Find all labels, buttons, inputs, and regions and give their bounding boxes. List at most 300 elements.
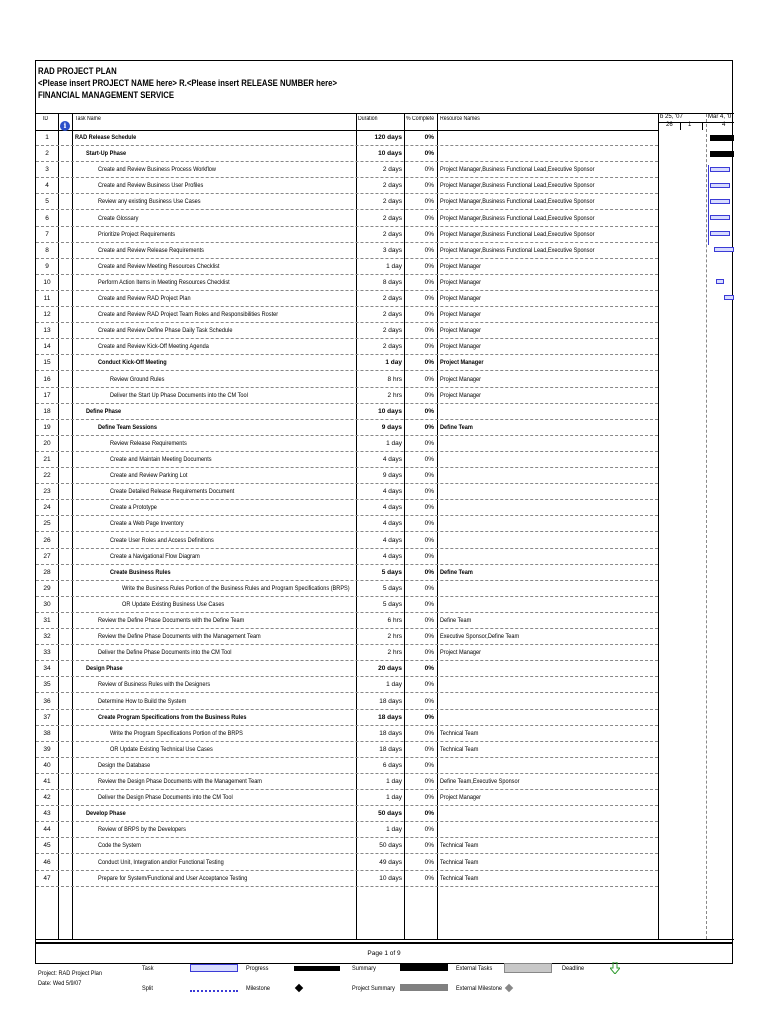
task-id: 34 <box>43 665 51 673</box>
table-row[interactable] <box>36 323 658 339</box>
task-id: 13 <box>43 327 51 335</box>
task-id: 41 <box>43 778 51 785</box>
task-duration: 1 day <box>385 359 402 367</box>
task-id: 18 <box>43 407 51 415</box>
task-resources: Technical Team <box>440 858 479 866</box>
table-row[interactable] <box>36 597 658 613</box>
timescale-week-1: b 25, '07 <box>660 114 683 120</box>
task-name: Perform Action Items in Meeting Resources Checklist <box>98 278 230 286</box>
task-name: Create a Navigational Flow Diagram <box>110 552 200 560</box>
table-row[interactable] <box>36 661 658 677</box>
task-name: RAD Release Schedule <box>75 134 137 141</box>
task-duration: 49 days <box>379 858 402 866</box>
task-id: 20 <box>43 439 51 447</box>
task-duration: 4 days <box>382 536 402 544</box>
task-duration: 1 day <box>386 826 402 834</box>
task-id: 7 <box>45 230 49 238</box>
table-row[interactable] <box>36 404 658 420</box>
legend-project-summary-label: Project Summary <box>352 985 395 992</box>
task-duration: 4 days <box>382 520 402 528</box>
task-pct-complete: 0% <box>424 472 434 480</box>
task-duration: 4 days <box>382 488 402 496</box>
task-bar <box>714 247 734 252</box>
task-duration: 1 day <box>386 439 402 447</box>
task-name: Review the Define Phase Documents with the Management Team <box>98 633 261 641</box>
table-row[interactable] <box>36 452 658 468</box>
task-name: Create Program Specifications from the Business Rules <box>98 713 247 721</box>
table-row[interactable] <box>36 855 658 871</box>
task-resources: Define Team <box>440 423 473 431</box>
table-row[interactable] <box>36 130 658 146</box>
task-resources: Project Manager <box>440 391 482 399</box>
legend-task-swatch <box>190 964 238 972</box>
task-pct-complete: 0% <box>424 375 434 383</box>
task-duration: 18 days <box>378 713 402 721</box>
table-row[interactable] <box>36 565 658 581</box>
task-name: Create a Web Page Inventory <box>110 520 184 528</box>
task-pct-complete: 0% <box>424 456 434 463</box>
task-name: Create and Review Business User Profiles <box>98 182 204 190</box>
task-bar <box>710 199 730 204</box>
table-row[interactable] <box>36 645 658 661</box>
task-resources: Project Manager <box>440 295 482 302</box>
task-name: Design the Database <box>98 761 151 769</box>
header-project-name: <Please insert PROJECT NAME here> R.<Please insert RELEASE NUMBER here> <box>38 78 337 88</box>
task-pct-complete: 0% <box>424 407 434 415</box>
task-duration: 18 days <box>379 729 402 737</box>
legend-milestone-swatch <box>295 984 303 992</box>
timescale-day: 26 <box>666 122 673 128</box>
task-duration: 1 day <box>386 794 402 802</box>
legend-project: Project: RAD Project Plan <box>38 970 103 977</box>
legend-task-label: Task <box>142 965 154 972</box>
task-name: Prepare for System/Functional and User Acceptance Testing <box>98 874 248 882</box>
task-duration: 18 days <box>379 697 402 705</box>
task-duration: 4 days <box>382 456 402 463</box>
task-name: Create a Prototype <box>110 504 157 512</box>
task-pct-complete: 0% <box>424 568 434 576</box>
legend-summary-label: Summary <box>352 965 376 972</box>
task-pct-complete: 0% <box>424 584 434 592</box>
task-pct-complete: 0% <box>424 295 434 302</box>
table-row[interactable] <box>36 613 658 629</box>
task-duration: 2 hrs <box>387 391 402 399</box>
task-resources: Project Manager,Business Functional Lead,Executive Sponsor <box>440 182 595 190</box>
table-row[interactable] <box>36 533 658 549</box>
task-name: Determine How to Build the System <box>98 697 187 705</box>
table-row[interactable] <box>36 243 658 259</box>
table-row[interactable] <box>36 677 658 693</box>
task-id: 43 <box>43 810 51 818</box>
task-name: Review of BRPS by the Developers <box>98 826 186 834</box>
task-duration: 6 hrs <box>387 617 402 624</box>
header-title: RAD PROJECT PLAN <box>38 66 117 76</box>
table-row[interactable] <box>36 838 658 854</box>
task-duration: 2 days <box>382 214 402 222</box>
legend-milestone-label: Milestone <box>246 985 270 992</box>
legend-progress-swatch <box>294 966 340 971</box>
task-name: Review any existing Business Use Cases <box>98 198 201 206</box>
task-id: 2 <box>45 150 49 158</box>
table-row[interactable] <box>36 822 658 838</box>
task-pct-complete: 0% <box>424 214 434 222</box>
task-pct-complete: 0% <box>424 504 434 512</box>
task-resources: Technical Team <box>440 729 479 737</box>
task-duration: 9 days <box>381 423 402 431</box>
task-id: 14 <box>43 343 51 351</box>
task-name: Create and Review RAD Project Plan <box>98 295 191 302</box>
task-pct-complete: 0% <box>424 600 434 608</box>
task-id: 32 <box>43 633 51 641</box>
task-pct-complete: 0% <box>424 552 434 560</box>
task-duration: 4 days <box>382 504 402 512</box>
table-row[interactable] <box>36 307 658 323</box>
task-name: Review the Define Phase Documents with the Define Team <box>98 617 245 624</box>
task-pct-complete: 0% <box>424 826 434 834</box>
task-id: 45 <box>43 842 51 850</box>
task-bar <box>710 215 730 220</box>
table-row[interactable] <box>36 710 658 726</box>
task-id: 5 <box>45 198 49 206</box>
timescale-day: 4 <box>722 122 726 128</box>
table-row[interactable] <box>36 694 658 710</box>
task-duration: 2 days <box>382 343 402 351</box>
legend-split-label: Split <box>142 985 153 992</box>
task-name: Review of Business Rules with the Designers <box>98 681 211 689</box>
task-pct-complete: 0% <box>424 278 434 286</box>
task-id: 6 <box>45 214 49 222</box>
task-duration: 50 days <box>379 842 402 850</box>
task-duration: 10 days <box>379 874 402 882</box>
task-id: 42 <box>43 794 51 802</box>
task-bar <box>716 279 724 284</box>
task-duration: 6 days <box>382 761 402 769</box>
task-pct-complete: 0% <box>424 745 434 753</box>
timescale-week-2: Mar 4, '0 <box>708 114 732 120</box>
task-bar <box>710 167 730 172</box>
col-header-pct-complete: % Complete <box>406 116 435 122</box>
task-pct-complete: 0% <box>424 423 434 431</box>
task-resources: Project Manager <box>440 375 482 383</box>
summary-bar <box>710 135 734 141</box>
task-pct-complete: 0% <box>424 134 434 141</box>
task-resources: Project Manager <box>440 262 482 270</box>
task-id: 3 <box>45 166 49 174</box>
task-name: Create and Review RAD Project Team Roles and Responsibilities Roster <box>98 311 279 319</box>
task-resources: Define Team,Executive Sponsor <box>440 778 520 785</box>
task-duration: 20 days <box>378 665 402 673</box>
summary-bar <box>710 151 734 157</box>
task-id: 19 <box>43 423 51 431</box>
task-pct-complete: 0% <box>424 633 434 641</box>
task-duration: 2 days <box>382 198 402 206</box>
table-row[interactable] <box>36 291 658 307</box>
timescale-header <box>658 114 734 130</box>
task-id: 26 <box>43 536 51 544</box>
task-id: 30 <box>43 600 51 608</box>
task-resources: Define Team <box>440 568 473 576</box>
task-name: Deliver the Define Phase Documents into the CM Tool <box>98 649 232 657</box>
table-row[interactable] <box>36 388 658 404</box>
task-name: Prioritize Project Requirements <box>98 230 176 238</box>
task-name: Conduct Unit, Integration and/or Functional Testing <box>98 858 224 866</box>
task-id: 8 <box>45 246 49 254</box>
task-duration: 2 days <box>382 166 402 174</box>
timescale-day: 1 <box>688 122 692 128</box>
task-pct-complete: 0% <box>424 520 434 528</box>
task-pct-complete: 0% <box>424 391 434 399</box>
task-resources: Executive Sponsor,Define Team <box>440 633 520 641</box>
task-pct-complete: 0% <box>424 665 434 673</box>
task-resources: Project Manager <box>440 311 482 319</box>
table-row[interactable] <box>36 468 658 484</box>
table-row[interactable] <box>36 871 658 887</box>
task-name: Develop Phase <box>86 810 126 818</box>
task-name: Write the Program Specifications Portion of the BRPS <box>110 729 243 737</box>
header-service: FINANCIAL MANAGEMENT SERVICE <box>38 90 175 100</box>
table-row[interactable] <box>36 790 658 806</box>
table-row[interactable] <box>36 339 658 355</box>
table-row[interactable] <box>36 194 658 210</box>
task-resources: Technical Team <box>440 745 479 753</box>
dependency-line <box>708 165 709 245</box>
task-pct-complete: 0% <box>424 246 434 254</box>
task-id: 4 <box>45 182 49 190</box>
legend-progress-label: Progress <box>246 965 269 972</box>
task-duration: 8 hrs <box>387 375 402 383</box>
task-duration: 2 days <box>382 230 402 238</box>
task-name: Create and Review Meeting Resources Checklist <box>98 262 220 270</box>
task-id: 23 <box>43 488 51 496</box>
col-header-id: ID <box>43 116 49 122</box>
timescale-tick <box>680 122 681 130</box>
task-id: 16 <box>43 375 51 383</box>
project-plan-page <box>35 60 733 992</box>
table-row[interactable] <box>36 227 658 243</box>
table-row[interactable] <box>36 259 658 275</box>
task-id: 40 <box>43 761 51 769</box>
legend-external-tasks-swatch <box>504 963 552 973</box>
task-duration: 10 days <box>378 150 402 158</box>
task-name: Deliver the Start Up Phase Documents into the CM Tool <box>110 391 248 399</box>
legend-split-swatch <box>190 990 238 992</box>
task-pct-complete: 0% <box>424 874 434 882</box>
table-row[interactable] <box>36 742 658 758</box>
table-row[interactable] <box>36 355 658 371</box>
task-duration: 2 hrs <box>387 633 402 641</box>
table-row[interactable] <box>36 500 658 516</box>
task-name: Create Glossary <box>98 214 139 222</box>
table-row[interactable] <box>36 211 658 227</box>
task-pct-complete: 0% <box>424 794 434 802</box>
task-id: 37 <box>43 713 51 721</box>
task-id: 15 <box>43 359 51 367</box>
page-footer <box>35 942 733 963</box>
task-name: Create and Review Business Process Workflow <box>98 166 216 174</box>
task-id: 44 <box>43 826 51 834</box>
task-resources: Project Manager <box>440 327 482 335</box>
task-name: Create Business Rules <box>110 568 171 576</box>
task-duration: 2 days <box>382 295 402 302</box>
task-pct-complete: 0% <box>424 729 434 737</box>
task-resources: Technical Team <box>440 874 479 882</box>
task-pct-complete: 0% <box>424 262 434 270</box>
gantt-chart <box>658 130 734 941</box>
task-resources: Project Manager,Business Functional Lead,Executive Sponsor <box>440 230 595 238</box>
task-pct-complete: 0% <box>424 359 434 367</box>
task-resources: Project Manager,Business Functional Lead,Executive Sponsor <box>440 246 595 254</box>
task-pct-complete: 0% <box>424 166 434 174</box>
task-duration: 2 days <box>382 311 402 319</box>
task-name: Conduct Kick-Off Meeting <box>98 359 167 367</box>
task-name: OR Update Existing Technical Use Cases <box>110 745 213 753</box>
task-pct-complete: 0% <box>424 778 434 785</box>
task-name: Review Ground Rules <box>110 375 165 383</box>
task-duration: 3 days <box>382 246 402 254</box>
table-row[interactable] <box>36 629 658 645</box>
task-duration: 10 days <box>378 407 402 415</box>
task-id: 29 <box>43 584 51 592</box>
task-name: Write the Business Rules Portion of the Business Rules and Program Specifications (BRPS) <box>122 584 350 592</box>
task-pct-complete: 0% <box>424 488 434 496</box>
task-resources: Project Manager,Business Functional Lead,Executive Sponsor <box>440 198 595 206</box>
table-row[interactable] <box>36 420 658 436</box>
task-name: Design Phase <box>86 665 123 673</box>
legend-external-milestone-label: External Milestone <box>456 985 502 992</box>
task-name: Start-Up Phase <box>86 150 127 158</box>
task-duration: 120 days <box>374 134 402 141</box>
task-id: 10 <box>43 278 51 286</box>
task-pct-complete: 0% <box>424 150 434 158</box>
task-name: Create and Maintain Meeting Documents <box>110 456 212 463</box>
task-resources: Define Team <box>440 617 472 624</box>
col-header-duration: Duration <box>358 116 378 122</box>
deadline-arrow-icon <box>610 962 620 974</box>
task-id: 31 <box>43 617 51 624</box>
task-pct-complete: 0% <box>424 649 434 657</box>
task-name: Create and Review Kick-Off Meeting Agenda <box>98 343 209 351</box>
task-resources: Project Manager <box>440 359 484 367</box>
table-row[interactable] <box>36 549 658 565</box>
table-row[interactable] <box>36 726 658 742</box>
task-pct-complete: 0% <box>424 681 434 689</box>
table-row[interactable] <box>36 162 658 178</box>
table-row[interactable] <box>36 146 658 162</box>
task-duration: 1 day <box>386 681 402 689</box>
task-resources: Technical Team <box>440 842 479 850</box>
task-duration: 1 day <box>386 778 402 785</box>
task-id: 24 <box>43 504 51 512</box>
task-id: 27 <box>43 552 51 560</box>
page-number: Page 1 of 9 <box>367 950 401 957</box>
task-name: Define Team Sessions <box>98 423 157 431</box>
task-duration: 2 days <box>382 327 402 335</box>
task-id: 25 <box>43 520 51 528</box>
task-name: Create Detailed Release Requirements Document <box>110 488 235 496</box>
task-id: 33 <box>43 649 51 657</box>
task-duration: 2 days <box>382 182 402 190</box>
task-bar <box>710 183 730 188</box>
table-row[interactable] <box>36 178 658 194</box>
table-row[interactable] <box>36 581 658 597</box>
table-row[interactable] <box>36 484 658 500</box>
task-id: 21 <box>43 456 51 463</box>
info-icon: i <box>60 121 70 131</box>
table-header-row <box>36 114 658 131</box>
table-row[interactable] <box>36 436 658 452</box>
task-resources: Project Manager <box>440 649 482 657</box>
table-row[interactable] <box>36 372 658 388</box>
task-pct-complete: 0% <box>424 617 434 624</box>
legend-project-summary-swatch <box>400 984 448 991</box>
task-id: 36 <box>43 697 51 705</box>
task-name: Create and Review Release Requirements <box>98 246 204 254</box>
task-name: Code the System <box>98 842 141 850</box>
task-pct-complete: 0% <box>424 311 434 319</box>
col-header-task-name: Task Name <box>75 116 101 122</box>
task-pct-complete: 0% <box>424 761 434 769</box>
task-id: 17 <box>43 391 51 399</box>
report-header <box>38 65 337 101</box>
task-id: 1 <box>45 134 49 141</box>
task-name: Review Release Requirements <box>110 439 187 447</box>
task-name: Define Phase <box>86 407 122 415</box>
task-name: Deliver the Design Phase Documents into the CM Tool <box>98 794 233 802</box>
task-name: Create User Roles and Access Definitions <box>110 536 214 544</box>
task-name: OR Update Existing Business Use Cases <box>122 600 225 608</box>
table-row[interactable] <box>36 275 658 291</box>
task-id: 38 <box>43 729 51 737</box>
task-pct-complete: 0% <box>424 327 434 335</box>
task-duration: 4 days <box>382 552 402 560</box>
task-duration: 5 days <box>382 584 402 592</box>
legend-deadline-label: Deadline <box>562 965 585 972</box>
task-duration: 5 days <box>381 568 402 576</box>
task-pct-complete: 0% <box>424 858 434 866</box>
task-pct-complete: 0% <box>424 343 434 351</box>
task-duration: 8 days <box>382 278 402 286</box>
task-resources: Project Manager <box>440 343 482 351</box>
task-pct-complete: 0% <box>424 842 434 850</box>
task-duration: 1 day <box>386 262 402 270</box>
task-pct-complete: 0% <box>424 439 434 447</box>
task-pct-complete: 0% <box>424 182 434 190</box>
legend-external-tasks-label: External Tasks <box>456 965 493 972</box>
table-row[interactable] <box>36 774 658 790</box>
task-pct-complete: 0% <box>424 230 434 238</box>
col-header-resource-names: Resource Names <box>440 116 480 122</box>
table-row[interactable] <box>36 758 658 774</box>
table-row[interactable] <box>36 516 658 532</box>
task-resources: Project Manager,Business Functional Lead,Executive Sponsor <box>440 166 595 174</box>
task-pct-complete: 0% <box>424 198 434 206</box>
task-duration: 9 days <box>382 472 402 480</box>
task-duration: 50 days <box>378 810 402 818</box>
task-resources: Project Manager,Business Functional Lead,Executive Sponsor <box>440 214 595 222</box>
legend-date: Date: Wed 5/9/07 <box>38 980 82 987</box>
task-name: Create and Review Define Phase Daily Task Schedule <box>98 327 233 335</box>
task-duration: 5 days <box>382 600 402 608</box>
task-pct-complete: 0% <box>424 810 434 818</box>
task-bar <box>724 295 734 300</box>
task-id: 22 <box>43 472 51 480</box>
table-row[interactable] <box>36 806 658 822</box>
task-duration: 18 days <box>379 745 402 753</box>
task-pct-complete: 0% <box>424 713 434 721</box>
task-id: 35 <box>43 681 51 689</box>
task-name: Review the Design Phase Documents with the Management Team <box>98 778 262 785</box>
timescale-tick <box>702 122 703 130</box>
